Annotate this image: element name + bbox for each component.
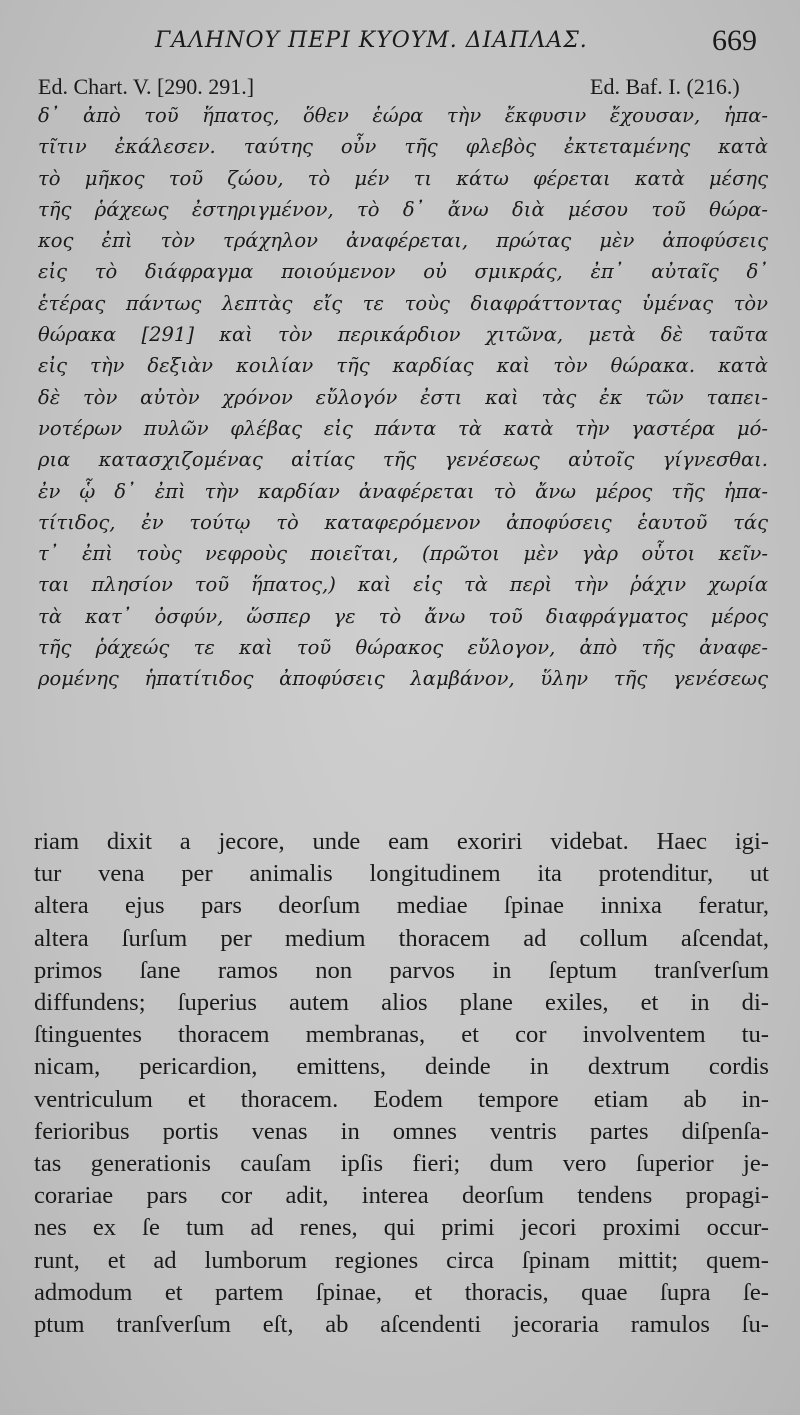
greek-line: τῆς ῥάχεως ἐστηριγμένον, τὸ δ᾽ ἄνω διὰ μέσου τοῦ θώρα- [38,197,768,221]
edition-reference-left: Ed. Chart. V. [290. 291.] [38,74,255,99]
latin-line: ſtinguentes thoracem membranas, et cor involventem tu- [34,1021,769,1049]
latin-line: runt, et ad lumborum regiones circa ſpinam mittit; quem- [34,1246,769,1274]
latin-line: tur vena per animalis longitudinem ita protenditur, ut [34,860,769,888]
greek-line: τὰ κατ᾽ ὀσφύν, ὥσπερ γε τὸ ἄνω τοῦ διαφράγματος μέρος [38,604,768,628]
latin-line: ptum tranſverſum eſt, ab aſcendenti jecoraria ramulos ſu- [34,1311,769,1339]
greek-line: κος ἐπὶ τὸν τράχηλον ἀναφέρεται, πρώτας μὲν ἀποφύσεις [38,229,768,253]
latin-line: tas generationis cauſam ipſis fieri; dum vero ſuperior je- [34,1150,769,1178]
latin-text-block [34,826,769,1341]
page-number: 669 [712,24,757,57]
latin-line: riam dixit a jecore, unde eam exoriri videbat. Haec igi- [34,828,769,855]
edition-reference-right: Ed. Baf. I. (216.) [590,74,740,99]
running-title: ΓΑΛΗΝΟΥ ΠΕΡΙ ΚΥΟΥΜ. ΔΙΑΠΛΑΣ. [155,28,588,53]
latin-line: altera ejus pars deorſum mediae ſpinae innixa feratur, [34,892,769,920]
greek-line: ἑτέρας πάντως λεπτὰς εἴς τε τοὺς διαφράττοντας ὑμένας τὸν [38,291,768,315]
latin-line: admodum et partem ſpinae, et thoracis, quae ſupra ſe- [34,1278,769,1306]
greek-line: νοτέρων πυλῶν φλέβας εἰς πάντα τὰ κατὰ τὴν γαστέρα μό- [38,416,768,440]
greek-text-block [38,100,768,695]
greek-line: εἰς τὸ διάφραγμα ποιούμενον οὐ σμικράς, ἐπ᾽ αὐταῖς δ᾽ [38,260,768,284]
greek-line: τὸ μῆκος τοῦ ζώου, τὸ μέν τι κάτω φέρεται κατὰ μέσης [38,166,768,190]
greek-line: δ᾽ ἀπὸ τοῦ ἥπατος, ὅθεν ἑώρα τὴν ἔκφυσιν ἔχουσαν, ἡπα- [38,104,768,127]
greek-line: θώρακα [291] καὶ τὸν περικάρδιον χιτῶνα, μετὰ δὲ ταῦτα [38,323,768,347]
latin-line: ferioribus portis venas in omnes ventris partes diſpenſa- [34,1117,769,1145]
latin-line: primos ſane ramos non parvos in ſeptum tranſverſum [34,956,769,984]
greek-line: εἰς τὴν δεξιὰν κοιλίαν τῆς καρδίας καὶ τὸν θώρακα. κατὰ [38,354,768,378]
greek-line: τίτιδος, ἐν τούτῳ τὸ καταφερόμενον ἀποφύσεις ἑαυτοῦ τάς [38,510,768,534]
latin-line: altera ſurſum per medium thoracem ad collum aſcendat, [34,924,769,952]
greek-line: τῖτιν ἐκάλεσεν. ταύτης οὖν τῆς φλεβὸς ἐκτεταμένης κατὰ [38,135,768,159]
latin-line: ventriculum et thoracem. Eodem tempore etiam ab in- [34,1085,769,1113]
latin-line: corariae pars cor adit, interea deorſum tendens propagi- [34,1182,769,1210]
latin-line: diffundens; ſuperius autem alios plane exiles, et in di- [34,989,769,1017]
greek-line: τ᾽ ἐπὶ τοὺς νεφροὺς ποιεῖται, (πρῶτοι μὲν γὰρ οὗτοι κεῖν- [38,542,768,566]
latin-line: nes ex ſe tum ad renes, qui primi jecori proximi occur- [34,1214,769,1242]
greek-line: ἐν ᾧ δ᾽ ἐπὶ τὴν καρδίαν ἀναφέρεται τὸ ἄνω μέρος τῆς ἡπα- [38,479,768,503]
greek-line: δὲ τὸν αὐτὸν χρόνον εὔλογόν ἐστι καὶ τὰς ἐκ τῶν ταπει- [38,385,768,409]
greek-line: ρομένης ἡπατίτιδος ἀποφύσεις λαμβάνον, ὕλην τῆς γενέσεως [38,667,768,691]
greek-line: ται πλησίον τοῦ ἥπατος,) καὶ εἰς τὰ περὶ τὴν ῥάχιν χωρία [38,573,768,597]
latin-line: nicam, pericardion, emittens, deinde in dextrum cordis [34,1053,769,1081]
greek-line: ρια κατασχιζομένας αἰτίας τῆς γενέσεως αὐτοῖς γίγνεσθαι. [38,448,768,472]
greek-line: τῆς ῥάχεώς τε καὶ τοῦ θώρακος εὔλογον, ἀπὸ τῆς ἀναφε- [38,636,768,660]
